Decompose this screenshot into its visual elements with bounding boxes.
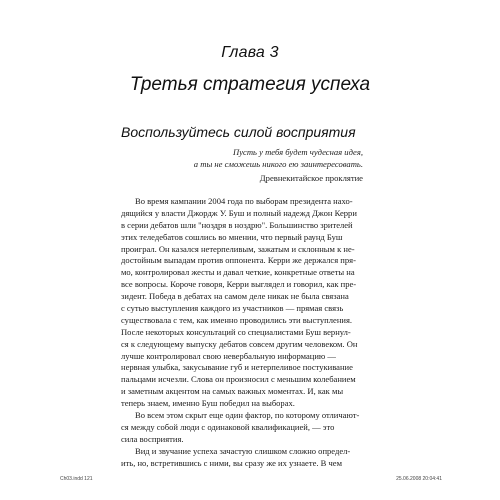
body-line: существовала с тем, как именно проводились эти выступления. [121, 314, 353, 325]
body-line: нервная улыбка, закусывание губ и нетерпеливое постукивание [121, 362, 353, 373]
body-line: ся между собой люди с одинаковой квалификацией, — это [121, 421, 335, 432]
body-line: ся к следующему выпуску дебатов совсем другим человеком. Он [121, 338, 358, 349]
body-line: в серии дебатов шли "ноздря в ноздрю". Большинство зрителей [121, 219, 353, 230]
epigraph [123, 146, 363, 184]
body-line: пальцами исчезли. Слова он произносил с меньшим колебанием [121, 374, 356, 385]
epigraph-source: Древнекитайское проклятие [259, 173, 363, 183]
body-line: дящийся у власти Джордж У. Буш и полный надежд Джон Керри [121, 207, 357, 218]
body-line: теперь знаем, именно Буш победил на выборах. [121, 398, 295, 409]
body-line: достойным выпадам против оппонента. Керри же держался пря- [121, 255, 356, 266]
body-line: ить, но, встретившись с ними, вы сразу же их узнаете. В чем [121, 457, 342, 468]
body-line: все вопросы. Короче говоря, Керри выглядел и говорил, как пре- [121, 279, 357, 290]
body-line: После некоторых консультаций со специалистами Буш вернул- [121, 326, 351, 337]
body-line: и заметным акцентом на самых важных моментах. И, как мы [121, 386, 344, 397]
footer-file-info: Ch03.indd 121 [60, 476, 93, 482]
chapter-title: Третья стратегия успеха [129, 74, 371, 95]
body-line: Во время кампании 2004 года по выборам президента нахо- [135, 196, 353, 206]
body-line: лучше контролировал свою невербальную информацию — [121, 350, 336, 361]
body-line: зидент. Победа в дебатах на самом деле никак не была связана [121, 291, 349, 302]
footer-timestamp: 25.06.2008 20:04:41 [396, 476, 442, 482]
body-line: сила восприятия. [121, 433, 184, 444]
body-line: этих теледебатов сошлись во мнении, что первый раунд Буш [121, 231, 343, 242]
body-line: Вид и звучание успеха зачастую слишком сложно определ- [135, 445, 351, 456]
body-line: Во всем этом скрыт еще один фактор, по которому отличают- [135, 410, 360, 421]
body-line: с сутью выступления каждого из участников — прямая связь [121, 303, 344, 314]
body-line: мо, контролировал жесты и давал четкие, конкретные ответы на [121, 267, 355, 278]
body-text [121, 196, 364, 469]
epigraph-line-2: а ты не сможешь никого ею заинтересовать. [193, 159, 363, 169]
chapter-label: Глава 3 [221, 44, 279, 61]
epigraph-line-1: Пусть у тебя будет чудесная идея, [233, 147, 363, 157]
body-line: проиграл. Он казался нетерпеливым, зажатым и склонным к не- [121, 243, 355, 254]
section-title: Воспользуйтесь силой восприятия [121, 124, 356, 140]
